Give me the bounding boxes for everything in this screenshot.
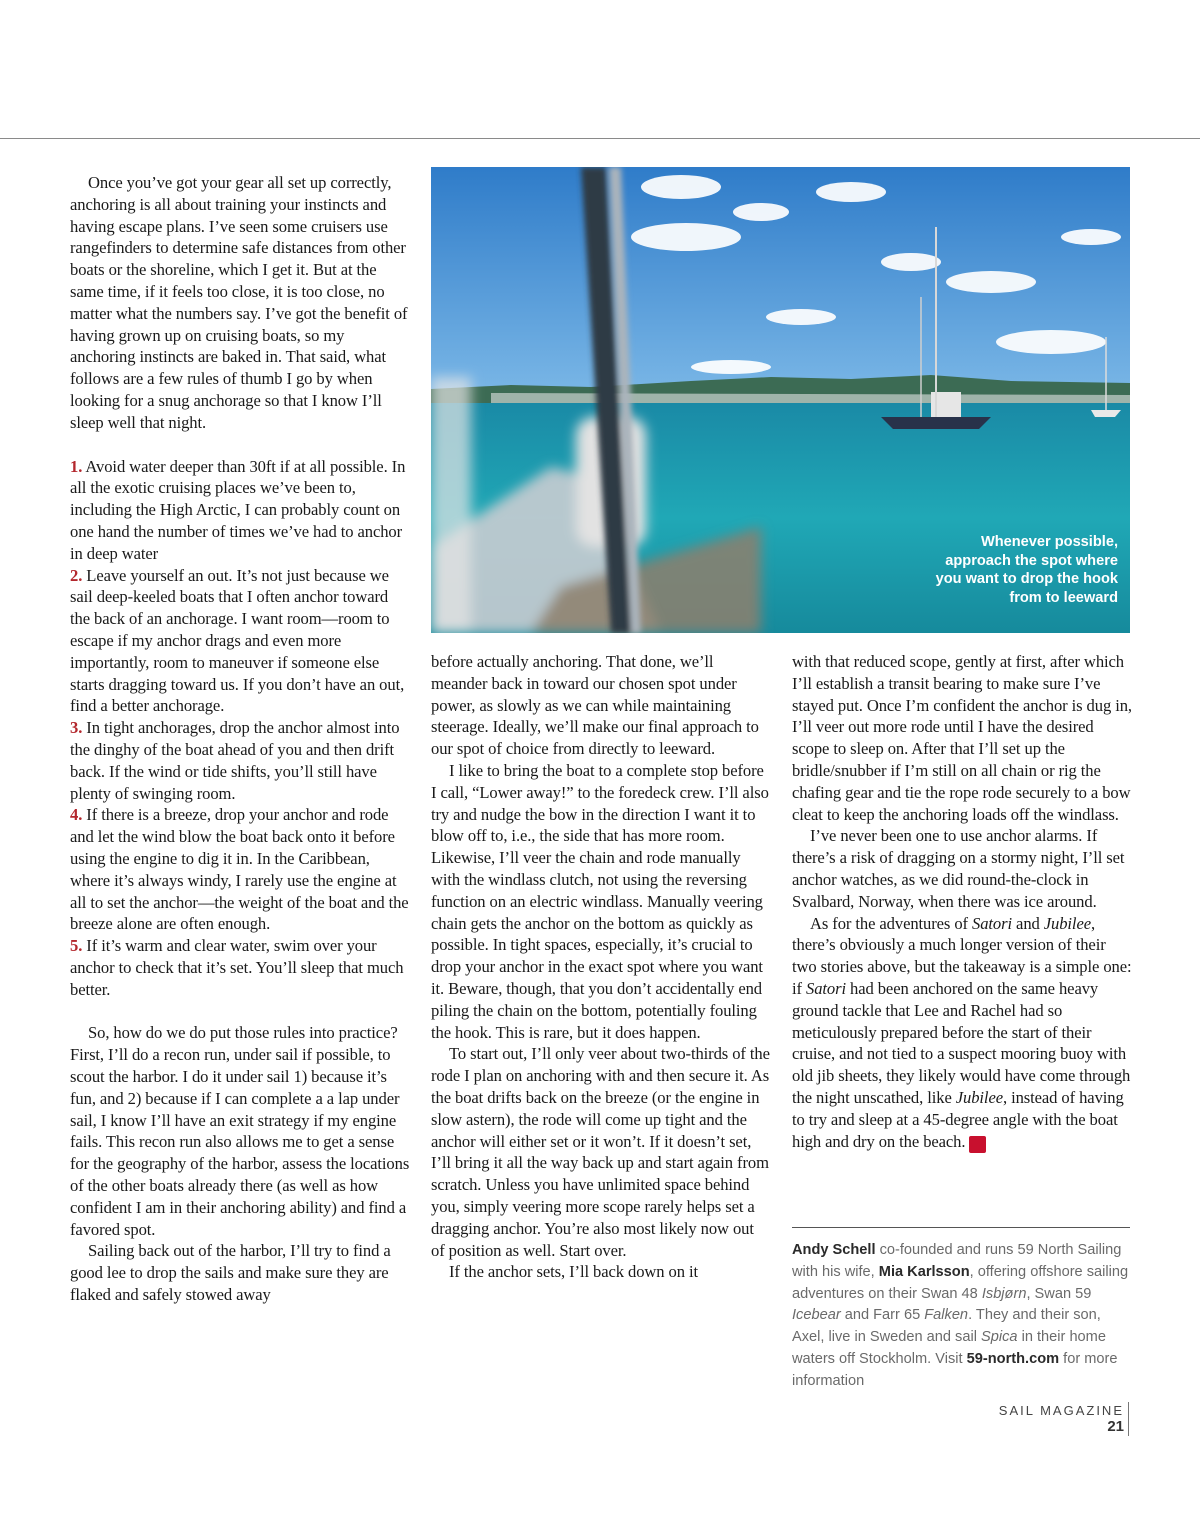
- boat-name: Icebear: [792, 1307, 841, 1324]
- folio-divider: [1128, 1402, 1129, 1436]
- boat-name: Jubilee: [1043, 913, 1091, 933]
- rule-1: [70, 456, 410, 565]
- anchorage-photo: [431, 167, 1130, 633]
- text-run: in their home waters off Stockholm. Visit: [792, 1329, 1106, 1367]
- boat-name: Falken: [924, 1307, 969, 1324]
- paragraph: before actually anchoring. That done, we’ll meander back in toward our chosen spot under power, as slowly as we can while maintaining steerage. Ideally, we’ll make our final approach to our spot of choice from directly to leeward.: [431, 652, 759, 759]
- page-number: 21: [1107, 1418, 1124, 1435]
- author-bio: [792, 1240, 1132, 1393]
- text-run: co-founded and runs 59 North Sailing with his wife,: [792, 1242, 1122, 1280]
- text-run: , Swan 59: [1026, 1285, 1092, 1302]
- rule-2: [70, 565, 410, 718]
- boat-name: Spica: [981, 1329, 1018, 1346]
- author-name: Andy Schell: [792, 1242, 876, 1258]
- rule-number: 1.: [70, 456, 83, 476]
- article-column-2: [431, 651, 771, 1283]
- intro-paragraph: Once you’ve got your gear all set up correctly, anchoring is all about training your instincts and having escape plans. I’ve seen some cruisers use rangefinders to determine safe distances from other boats or the shoreline, which I get it. But at the same time, if it feels too close, it is too close, no matter what the numbers say. I’ve got the benefit of having grown up on cruising boats, so my anchoring instincts are baked in. That said, what follows are a few rules of thumb I go by when looking for a snug anchorage so that I know I’ll sleep well that night.: [70, 173, 408, 432]
- rule-text: Leave yourself an out. It’s not just because we sail deep-keeled boats that I often anchor toward the back of an anchorage. I want room—room to escape if my anchor drags and even more importantly, room to maneuver if someone else starts dragging toward us. If you don’t have an out, find a better anchorage.: [70, 565, 405, 716]
- paragraph: To start out, I’ll only veer about two-thirds of the rode I plan on anchoring with and then secure it. As the boat drifts back on the breeze (or the engine in slow astern), the rode will come up tight and the anchor will either set or it won’t. If it doesn’t set, I’ll bring it all the way back up and start again from scratch. Unless you have unlimited space behind you, simply veering more scope rarely helps set a dragging anchor. You’re also most likely now out of position as well. Start over.: [431, 1044, 770, 1260]
- text-run: , instead of having to try and sleep at a 45-degree angle with the boat high and dry on the beach.: [792, 1087, 1124, 1151]
- boat-name: Satori: [806, 978, 846, 998]
- photo-caption: Whenever possible, approach the spot where you want to drop the hook from to leeward: [935, 534, 1118, 606]
- paragraph: I like to bring the boat to a complete stop before I call, “Lower away!” to the foredeck crew. I’ll also try and nudge the bow in the direction I want it to blow off to, i.e., the side that has more room. Likewise, I’ll veer the chain and rode manually with the windlass clutch, not using the reversing function on an electric windlass. Manually veering chain gets the anchor on the bottom as quickly as possible. In tight spaces, especially, it’s crucial to drop your anchor in the exact spot where you want it. Beware, though, that you don’t accidentally end piling the chain on the bottom, potentially fouling the hook. This is rare, but it does happen.: [431, 760, 769, 1042]
- rule-number: 2.: [70, 565, 83, 585]
- rule-text: If there is a breeze, drop your anchor and rode and let the wind blow the boat back onto it before using the engine to dig it in. In the Caribbean, where it’s always windy, I rarely use the engine at all to set the anchor—the weight of the boat and the breeze alone are often enough.: [70, 805, 409, 934]
- boat-name: Isbjørn: [981, 1285, 1027, 1302]
- rule-4: [70, 804, 410, 935]
- rule-number: 3.: [70, 718, 83, 738]
- article-column-3: [792, 651, 1132, 1153]
- closing-paragraph: [792, 913, 1132, 1153]
- text-run: . They and their son, Axel, live in Sweden and sail: [792, 1307, 1101, 1346]
- end-mark-icon: S: [969, 1136, 986, 1153]
- text-run: As for the adventures of: [810, 913, 973, 933]
- text-run: for more information: [792, 1350, 1118, 1389]
- header-rule: [0, 138, 1200, 139]
- rule-text: In tight anchorages, drop the anchor almost into the dinghy of the boat ahead of you and then drift back. If the wind or tide shifts, you’ll still have plenty of swinging room.: [70, 718, 400, 803]
- magazine-name: SAIL MAGAZINE: [998, 1403, 1124, 1418]
- text-run: , offering offshore sailing adventures on their Swan 48: [792, 1263, 1129, 1302]
- article-column-1: [70, 172, 410, 1306]
- rule-number: 4.: [70, 805, 83, 825]
- rule-text: Avoid water deeper than 30ft if at all possible. In all the exotic cruising places we’ve been to, including the High Arctic, I can probably count on one hand the number of times we’ve had to anchor in deep water: [70, 456, 406, 563]
- website-link[interactable]: 59-north.com: [966, 1350, 1060, 1367]
- text-run: and: [1012, 913, 1044, 933]
- rule-3: [70, 717, 410, 804]
- rule-number: 5.: [70, 936, 83, 956]
- paragraph: If the anchor sets, I’ll back down on it: [449, 1262, 698, 1282]
- boat-name: Satori: [972, 913, 1012, 933]
- text-run: had been anchored on the same heavy ground tackle that Lee and Rachel had so meticulously prepared before the start of their cruise, and not tied to a suspect mooring buoy with old jib sheets, they likely would have come through the night unscathed, like: [792, 978, 1131, 1107]
- bio-divider: [792, 1227, 1130, 1228]
- boat-name: Jubilee: [955, 1087, 1003, 1107]
- text-run: , there’s obviously a much longer version of their two stories above, but the takeaway is a simple one: if: [792, 913, 1132, 998]
- text-run: and Farr 65: [840, 1307, 925, 1324]
- paragraph: I’ve never been one to use anchor alarms. If there’s a risk of dragging on a stormy night, I’ll set anchor watches, as we did round-the-clock in Svalbard, Norway, when there was ice around.: [792, 826, 1125, 911]
- sailing-back-paragraph: Sailing back out of the harbor, I’ll try to find a good lee to drop the sails and make sure they are flaked and safely stowed away: [70, 1241, 391, 1305]
- practice-paragraph: So, how do we do put those rules into practice? First, I’ll do a recon run, under sail if possible, to scout the harbor. I do it under sail 1) because it’s fun, and 2) because if I can complete a a lap under sail, I know I’ll have an exit strategy if my engine fails. This recon run also allows me to get a sense for the geography of the harbor, assess the locations of the other boats already there (as well as how confident I am in their anchoring ability) and find a favored spot.: [70, 1023, 410, 1239]
- rule-text: If it’s warm and clear water, swim over your anchor to check that it’s set. You’ll sleep that much better.: [70, 936, 404, 999]
- paragraph: with that reduced scope, gently at first, after which I’ll establish a transit bearing to make sure I’ve stayed put. Once I’m confident the anchor is dug in, I’ll veer out more rode until I have the desired scope to sleep on. After that I’ll set up the bridle/snubber if I’m still on all chain or rig the chafing gear and tie the rope rode securely to a bow cleat to keep the anchoring loads off the windlass.: [792, 652, 1132, 824]
- rule-5: [70, 935, 410, 1000]
- coauthor-name: Mia Karlsson: [878, 1263, 970, 1280]
